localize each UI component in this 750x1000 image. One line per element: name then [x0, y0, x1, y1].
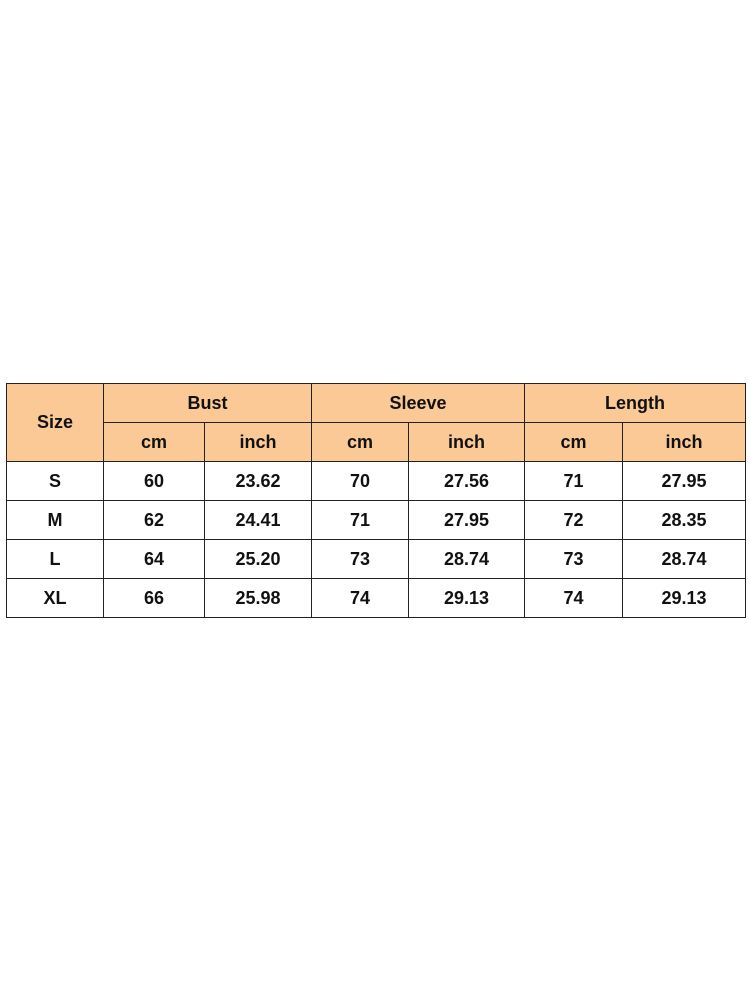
sleeve-cm-cell: 73	[312, 540, 409, 579]
header-row-units	[7, 423, 746, 462]
size-cell: XL	[7, 579, 104, 618]
length-cm-cell: 73	[525, 540, 623, 579]
sleeve-cm-cell: 74	[312, 579, 409, 618]
bust-inch-header: inch	[205, 423, 312, 462]
length-header: Length	[525, 384, 746, 423]
sleeve-cm-header: cm	[312, 423, 409, 462]
size-cell: L	[7, 540, 104, 579]
bust-inch-cell: 23.62	[205, 462, 312, 501]
bust-cm-header: cm	[104, 423, 205, 462]
bust-inch-cell: 24.41	[205, 501, 312, 540]
length-cm-cell: 72	[525, 501, 623, 540]
sleeve-inch-cell: 27.56	[409, 462, 525, 501]
length-cm-header: cm	[525, 423, 623, 462]
bust-cm-cell: 64	[104, 540, 205, 579]
length-inch-cell: 27.95	[623, 462, 746, 501]
sleeve-header: Sleeve	[312, 384, 525, 423]
length-inch-cell: 28.74	[623, 540, 746, 579]
bust-cm-cell: 60	[104, 462, 205, 501]
header-row-groups	[7, 384, 746, 423]
sleeve-inch-header: inch	[409, 423, 525, 462]
length-inch-cell: 29.13	[623, 579, 746, 618]
table-row	[7, 501, 746, 540]
sleeve-cm-cell: 71	[312, 501, 409, 540]
bust-header: Bust	[104, 384, 312, 423]
sleeve-inch-cell: 29.13	[409, 579, 525, 618]
bust-cm-cell: 66	[104, 579, 205, 618]
length-inch-cell: 28.35	[623, 501, 746, 540]
table-row	[7, 462, 746, 501]
length-cm-cell: 71	[525, 462, 623, 501]
sleeve-cm-cell: 70	[312, 462, 409, 501]
size-cell: M	[7, 501, 104, 540]
bust-inch-cell: 25.98	[205, 579, 312, 618]
table-row	[7, 579, 746, 618]
size-chart-table	[6, 383, 746, 618]
sleeve-inch-cell: 28.74	[409, 540, 525, 579]
bust-inch-cell: 25.20	[205, 540, 312, 579]
sleeve-inch-cell: 27.95	[409, 501, 525, 540]
table-row	[7, 540, 746, 579]
size-cell: S	[7, 462, 104, 501]
size-header: Size	[7, 384, 104, 462]
bust-cm-cell: 62	[104, 501, 205, 540]
length-cm-cell: 74	[525, 579, 623, 618]
length-inch-header: inch	[623, 423, 746, 462]
